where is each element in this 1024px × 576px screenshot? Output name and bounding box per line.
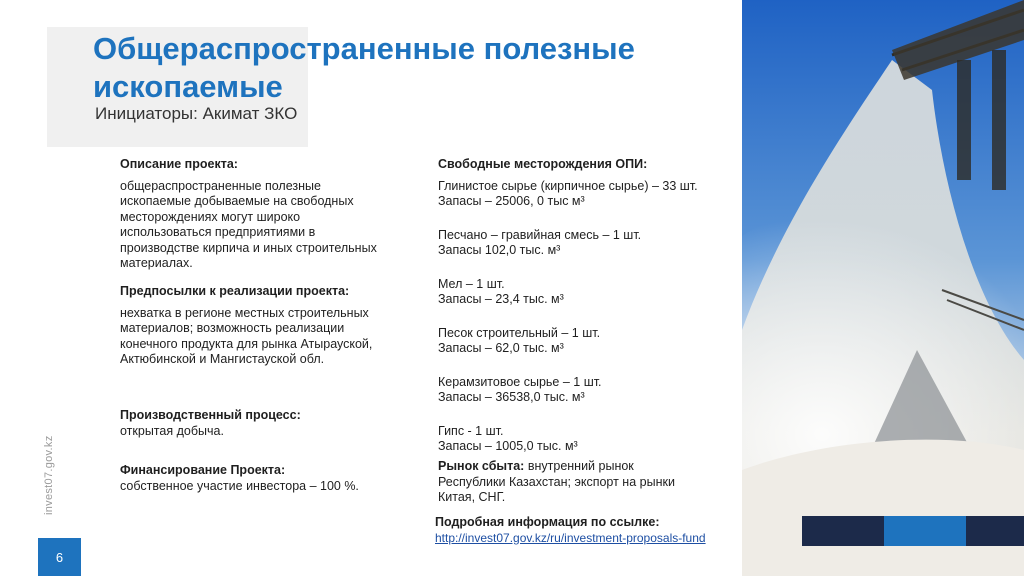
prerequisites-text: нехватка в регионе местных строительных материалов; возможность реализации конечного продукта для рынка Атырауской, Актюбинской и Мангистауской обл.	[120, 305, 373, 366]
deposit-reserves: Запасы – 23,4 тыс. м³	[438, 292, 564, 306]
deposit-item	[438, 228, 728, 259]
title-line-2: ископаемые	[93, 69, 283, 104]
deposit-item	[438, 375, 728, 406]
market-heading: Рынок сбыта:	[438, 459, 525, 473]
description-heading: Описание проекта:	[120, 157, 238, 171]
stripe-dark-2	[966, 516, 1024, 546]
deposits-list	[438, 179, 728, 455]
more-info-section	[435, 515, 735, 546]
financing-section	[120, 463, 395, 494]
title-line-1: Общераспространенные полезные	[93, 31, 635, 66]
deposit-reserves: Запасы – 1005,0 тыс. м³	[438, 439, 578, 453]
process-text: открытая добыча.	[120, 423, 224, 438]
side-site-url: invest07.gov.kz	[43, 435, 55, 515]
deposits-section	[438, 157, 728, 473]
process-section	[120, 408, 395, 439]
deposits-heading: Свободные месторождения ОПИ:	[438, 157, 648, 171]
deposit-item	[438, 179, 728, 210]
market-section	[438, 459, 700, 506]
deposit-reserves: Запасы – 25006, 0 тыс м³	[438, 194, 585, 208]
more-info-link[interactable]: http://invest07.gov.kz/ru/investment-proposals-fund	[435, 530, 706, 545]
prerequisites-section	[120, 284, 395, 368]
more-info-label: Подробная информация по ссылке:	[435, 515, 660, 529]
prerequisites-heading: Предпосылки к реализации проекта:	[120, 284, 350, 298]
deposit-reserves: Запасы – 62,0 тыс. м³	[438, 341, 564, 355]
deposit-item	[438, 326, 728, 357]
market-text: внутренний рынок Республики Казахстан; экспорт на рынки Китая, СНГ.	[438, 459, 675, 504]
financing-text: собственное участие инвестора – 100 %.	[120, 478, 359, 493]
stripe-dark	[802, 516, 884, 546]
financing-heading: Финансирование Проекта:	[120, 463, 286, 477]
description-section	[120, 157, 395, 272]
deposit-reserves: Запасы 102,0 тыс. м³	[438, 243, 561, 257]
process-heading: Производственный процесс:	[120, 408, 301, 422]
stripe-blue	[884, 516, 966, 546]
deposit-name: Песок строительный – 1 шт.	[438, 325, 601, 340]
deposit-reserves: Запасы – 36538,0 тыс. м³	[438, 390, 585, 404]
page-title	[93, 30, 713, 106]
description-text: общераспространенные полезные ископаемые добываемые на свободных месторождениях могут широко использоваться предприятиями в производстве кирпича и иных строительных материалах.	[120, 178, 377, 270]
deposit-name: Глинистое сырье (кирпичное сырье) – 33 шт.	[438, 178, 698, 193]
deposit-name: Песчано – гравийная смесь – 1 шт.	[438, 227, 642, 242]
deposit-name: Гипс - 1 шт.	[438, 423, 504, 438]
deposit-name: Керамзитовое сырье – 1 шт.	[438, 374, 602, 389]
page-number: 6	[38, 538, 81, 576]
page-subtitle: Инициаторы: Акимат ЗКО	[95, 104, 298, 123]
conveyor-sand-photo	[742, 0, 1024, 576]
photo-illustration	[742, 0, 1024, 576]
deposit-name: Мел – 1 шт.	[438, 276, 505, 291]
deposit-item	[438, 277, 728, 308]
deposit-item	[438, 424, 728, 455]
